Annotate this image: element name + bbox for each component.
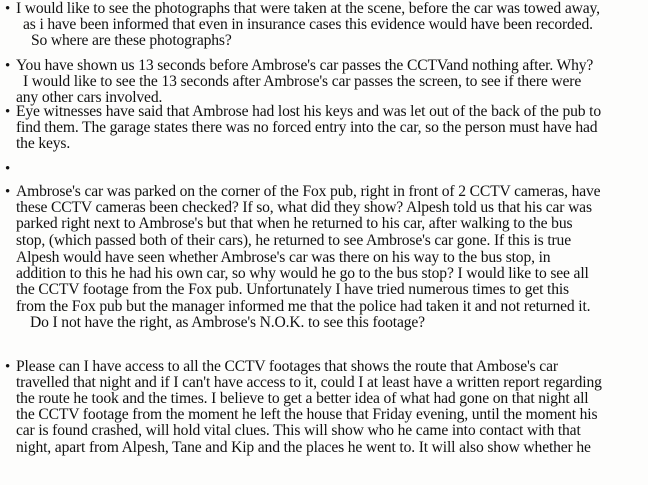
text-line: from the Fox pub but the manager informed me that the police had taken it and not returned it. — [16, 298, 591, 315]
text-line: any other cars involved. — [16, 89, 163, 106]
text-line: Ambrose's car was parked on the corner of the Fox pub, right in front of 2 CCTV cameras, have — [16, 183, 601, 200]
text-line: these CCTV cameras been checked? If so, what did they show? Alpesh told us that his car was — [16, 199, 592, 216]
text-line: stop, (which passed both of their cars), he returned to see Ambrose's car gone. If this is true — [16, 232, 571, 249]
text-line: I would like to see the 13 seconds after Ambrose's car passes the screen, to see if there were — [23, 73, 582, 90]
text-line: Please can I have access to all the CCTV footages that shows the route that Ambose's car — [16, 358, 558, 375]
bullet-marker: • — [5, 161, 11, 177]
text-line: the keys. — [16, 135, 71, 152]
text-line: as i have been informed that even in insurance cases this evidence would have been recorded. — [23, 16, 593, 33]
text-line: the CCTV footage from the Fox pub. Unfortunately I have tried numerous times to get this — [16, 281, 569, 298]
bullet-marker: • — [5, 359, 11, 375]
text-line: Alpesh would have seen whether Ambrose's car was there on his way to the bus stop, in — [16, 249, 551, 266]
bullet-marker: • — [5, 1, 11, 17]
text-line: Eye witnesses have said that Ambrose had lost his keys and was let out of the back of the pub to — [16, 103, 601, 120]
bullet-marker: • — [5, 58, 11, 74]
text-line: I would like to see the photographs that were taken at the scene, before the car was towed away, — [16, 0, 600, 17]
text-line: Do I not have the right, as Ambrose's N.O.K. to see this footage? — [30, 314, 425, 331]
text-line: addition to this he had his own car, so why would he go to the bus stop? I would like to see all — [16, 265, 589, 282]
text-line: night, apart from Alpesh, Tane and Kip and the places he went to. It will also show whether he — [16, 439, 591, 456]
bullet-marker: • — [5, 104, 11, 120]
text-line: So where are these photographs? — [31, 32, 232, 49]
bullet-marker: • — [5, 184, 11, 200]
text-line: the CCTV footage from the moment he left the house that Friday evening, until the moment his — [16, 406, 598, 423]
text-line: You have shown us 13 seconds before Ambrose's car passes the CCTVand nothing after. Why? — [16, 57, 594, 74]
text-line: travelled that night and if I can't have access to it, could I at least have a written report regarding — [16, 374, 602, 391]
text-line: the route he took and the times. I believe to get a better idea of what had gone on that night all — [16, 390, 589, 407]
text-line: parked right next to Ambrose's but that when he returned to his car, after walking to the bus — [16, 215, 573, 232]
text-line: find them. The garage states there was no forced entry into the car, so the person must have had — [16, 119, 598, 136]
text-line: car is found crashed, will hold vital clues. This will show who he came into contact with that — [16, 422, 581, 439]
